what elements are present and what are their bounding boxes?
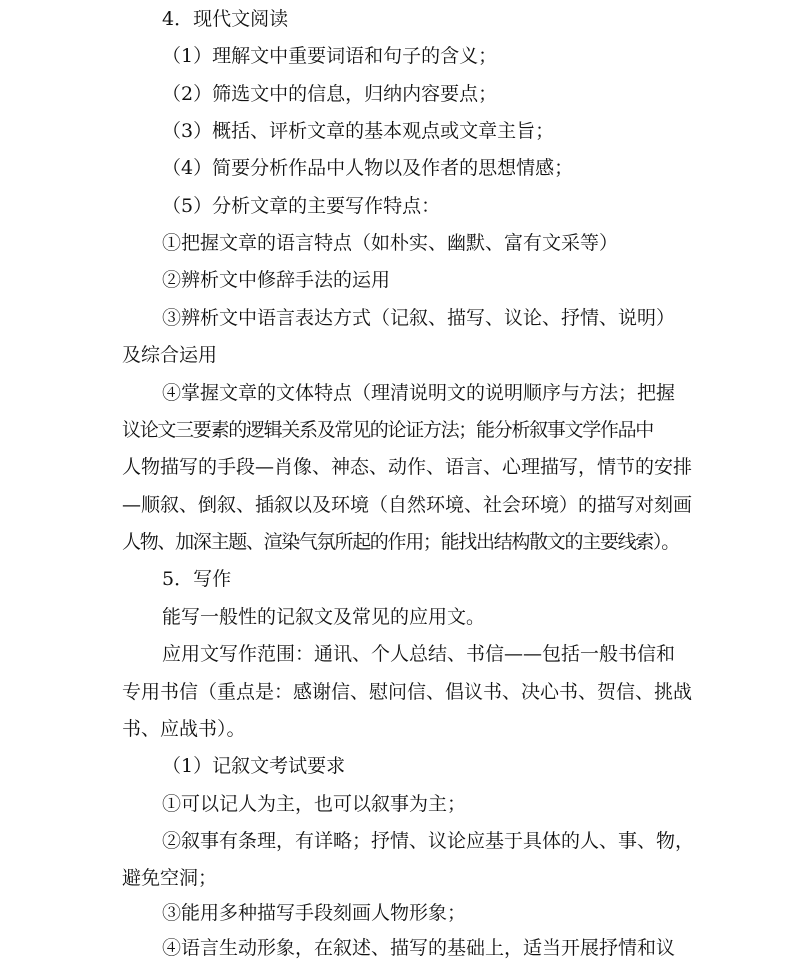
- list-subitem: ④语言生动形象，在叙述、描写的基础上，适当开展抒情和议: [162, 937, 676, 959]
- list-subitem: ②辨析文中修辞手法的运用: [162, 269, 391, 291]
- section-heading-writing: 5．写作: [162, 568, 232, 590]
- list-subitem: ③辨析文中语言表达方式（记叙、描写、议论、抒情、说明）: [162, 307, 676, 329]
- list-item: （2）筛选文中的信息，归纳内容要点；: [162, 83, 498, 105]
- paragraph-line: 人物、加深主题、渲染气氛所起的作用；能找出结构散文的主要线索）。: [122, 531, 679, 553]
- section-heading-reading: 4．现代文阅读: [162, 8, 289, 30]
- paragraph-line: 书、应战书）。: [122, 718, 246, 740]
- paragraph-line: 及综合运用: [122, 344, 218, 366]
- paragraph-line: 避免空洞；: [122, 867, 218, 889]
- paragraph-line: 专用书信（重点是：感谢信、慰问信、倡议书、决心书、贺信、挑战: [122, 681, 693, 703]
- paragraph-line: 应用文写作范围：通讯、个人总结、书信——包括一般书信和: [162, 643, 676, 665]
- paragraph-line: 人物描写的手段—肖像、神态、动作、语言、心理描写，情节的安排: [122, 456, 693, 478]
- list-item: （1）理解文中重要词语和句子的含义；: [162, 45, 498, 67]
- list-subitem: ①把握文章的语言特点（如朴实、幽默、富有文采等）: [162, 232, 619, 254]
- list-item: （1）记叙文考试要求: [162, 755, 346, 777]
- paragraph-line: —顺叙、倒叙、插叙以及环境（自然环境、社会环境）的描写对刻画: [122, 494, 693, 516]
- list-item: （3）概括、评析文章的基本观点或文章主旨；: [162, 120, 555, 142]
- list-subitem: ③能用多种描写手段刻画人物形象；: [162, 902, 467, 924]
- list-item: （4）简要分析作品中人物以及作者的思想情感；: [162, 157, 574, 179]
- list-item: （5）分析文章的主要写作特点：: [162, 195, 441, 217]
- list-subitem: ②叙事有条理，有详略；抒情、议论应基于具体的人、事、物，: [162, 830, 695, 852]
- paragraph-line: 议论文三要素的逻辑关系及常见的论证方法；能分析叙事文学作品中: [122, 419, 654, 441]
- list-subitem: ④掌握文章的文体特点（理清说明文的说明顺序与方法；把握: [162, 382, 676, 404]
- list-subitem: ①可以记人为主，也可以叙事为主；: [162, 793, 467, 815]
- paragraph-line: 能写一般性的记叙文及常见的应用文。: [162, 606, 486, 628]
